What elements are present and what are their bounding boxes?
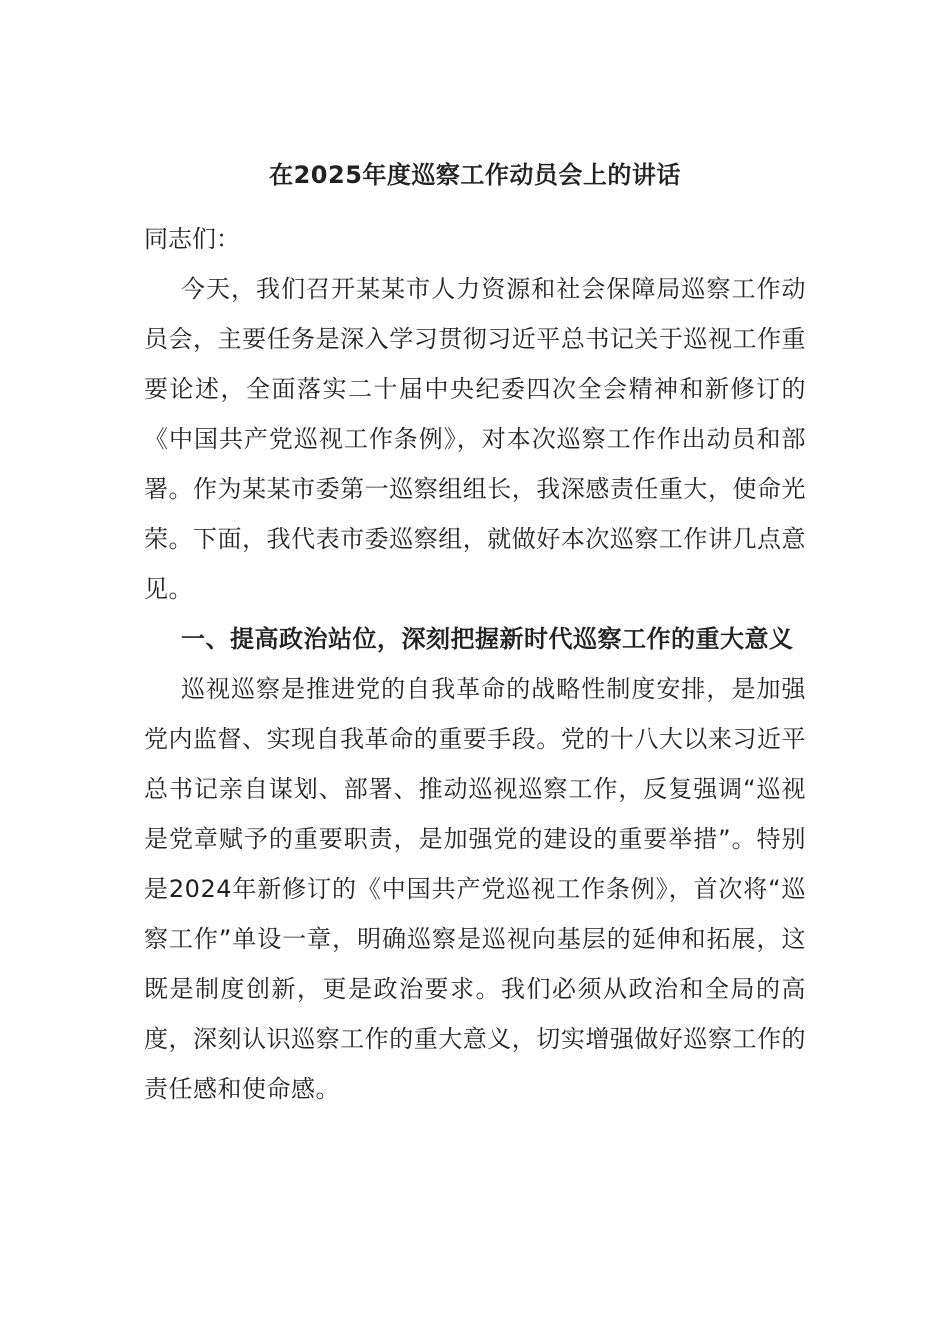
document-body — [144, 150, 806, 1114]
document-title: 在2025年度巡察工作动员会上的讲话 — [269, 161, 681, 189]
salutation: 同志们： — [144, 225, 240, 253]
section-1-heading: 一、提高政治站位，深刻把握新时代巡察工作的重大意义 — [181, 625, 794, 653]
section-1-paragraph: 巡视巡察是推进党的自我革命的战略性制度安排，是加强党内监督、实现自我革命的重要手段。党的十八大以来习近平总书记亲自谋划、部署、推动巡视巡察工作，反复强调“巡视是党章赋予的重要职责，是加强党的建设的重要举措”。特别是2024年新修订的《中国共产党巡视工作条例》，首次将“巡察工作”单设一章，明确巡察是巡视向基层的延伸和拓展，这既是制度创新，更是政治要求。我们必须从政治和全局的高度，深刻认识巡察工作的重大意义，切实增强做好巡察工作的责任感和使命感。 — [144, 675, 806, 1103]
intro-paragraph: 今天，我们召开某某市人力资源和社会保障局巡察工作动员会，主要任务是深入学习贯彻习近平总书记关于巡视工作重要论述，全面落实二十届中央纪委四次全会精神和新修订的《中国共产党巡视工作条例》，对本次巡察工作作出动员和部署。作为某某市委第一巡察组组长，我深感责任重大，使命光荣。下面，我代表市委巡察组，就做好本次巡察工作讲几点意见。 — [144, 275, 806, 603]
